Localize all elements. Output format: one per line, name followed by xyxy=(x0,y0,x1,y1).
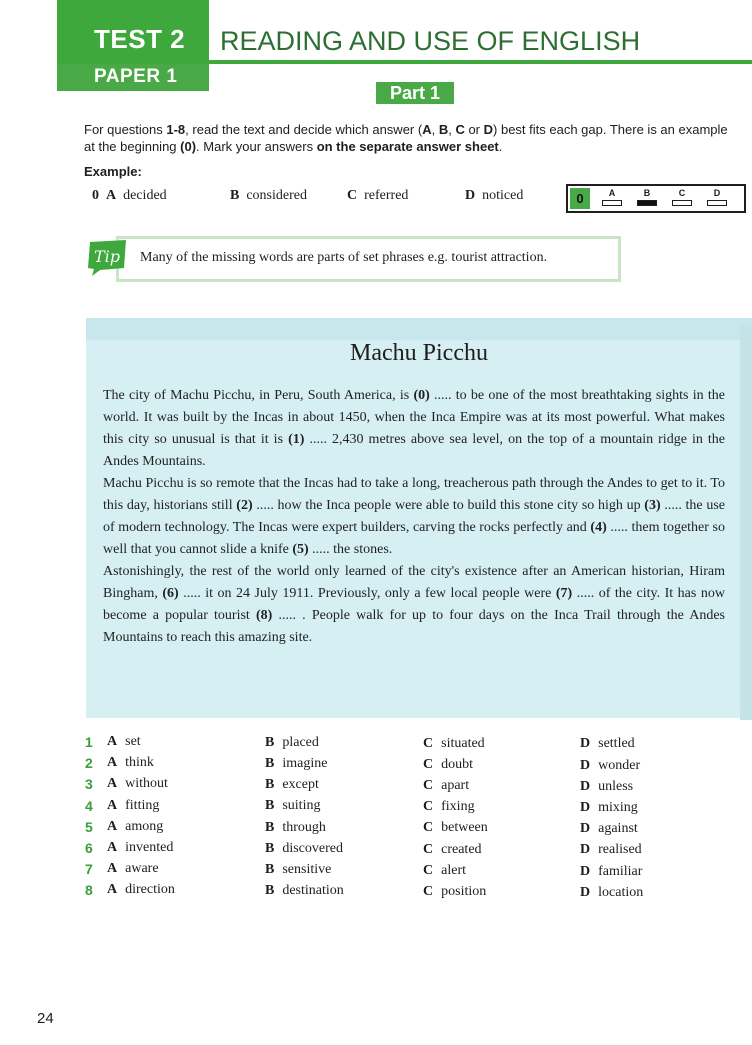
option-word: fitting xyxy=(125,797,160,813)
option-letter: C xyxy=(423,841,434,857)
option-word: direction xyxy=(125,882,175,898)
answer-cell-a: A xyxy=(596,188,628,210)
test-label: TEST 2 xyxy=(94,24,186,54)
option-c xyxy=(423,736,485,752)
passage-paragraph-2 xyxy=(103,473,725,561)
option-letter: B xyxy=(265,798,275,814)
option-c xyxy=(423,863,466,879)
option-word: alert xyxy=(441,862,466,878)
passage-text-segment: Astonishingly, the rest of the world only learned of the city's existence after an American historian, Hiram Bingham, xyxy=(103,564,725,601)
option-letter: C xyxy=(423,799,434,815)
option-word: between xyxy=(441,820,488,836)
option-b xyxy=(265,735,319,751)
option-word: through xyxy=(282,819,326,835)
option-b xyxy=(265,841,343,857)
answer-mark-b-selected xyxy=(637,200,657,206)
option-d xyxy=(580,758,640,774)
gap-number: (5) xyxy=(292,542,309,557)
option-d xyxy=(580,885,643,901)
option-word: invented xyxy=(125,840,174,855)
option-word: familiar xyxy=(598,863,643,879)
option-word: doubt xyxy=(441,756,474,772)
option-word: suiting xyxy=(282,798,321,814)
passage-text-segment: ..... how the Inca people were able to build this stone city so high up xyxy=(252,498,645,513)
option-letter: B xyxy=(265,777,275,793)
option-word: position xyxy=(441,884,487,899)
option-letter: A xyxy=(107,840,118,855)
option-c xyxy=(423,884,486,900)
option-c xyxy=(423,799,475,815)
option-b xyxy=(265,820,326,836)
answer-cell-c: C xyxy=(666,188,698,210)
passage-text-segment: ..... the use of modern technology. The Incas were expert builders, carving the rocks perfectly and xyxy=(103,498,725,535)
example-option-b: B considered xyxy=(230,188,307,203)
option-letter: B xyxy=(265,840,275,856)
gap-number: (3) xyxy=(644,498,661,513)
reading-panel-edge xyxy=(740,325,752,720)
option-b xyxy=(265,756,327,772)
option-letter: D xyxy=(580,863,591,879)
option-d xyxy=(580,800,638,816)
gap-number: (8) xyxy=(256,608,273,623)
option-letter: B xyxy=(265,862,275,877)
passage-text-segment: The city of Machu Picchu, in Peru, South America, is xyxy=(103,388,414,403)
option-letter: D xyxy=(580,842,591,858)
tip-badge-icon xyxy=(86,238,128,276)
option-word: set xyxy=(125,734,141,749)
option-letter: B xyxy=(265,734,275,750)
passage-text-segment: ..... the stones. xyxy=(308,542,393,557)
gap-number: (4) xyxy=(590,520,607,535)
option-a xyxy=(107,840,173,856)
option-letter: D xyxy=(580,778,591,794)
option-letter: A xyxy=(107,882,118,898)
example-option-d: D noticed xyxy=(465,188,524,203)
passage-text-segment: ..... 2,430 metres above sea level, on the top of a mountain ridge in the Andes Mountains. xyxy=(103,432,725,469)
option-c xyxy=(423,757,473,773)
page-number: 24 xyxy=(37,1010,54,1027)
tip-badge-label: Tip xyxy=(93,247,121,266)
example-label: Example: xyxy=(84,164,142,179)
option-a xyxy=(107,798,159,814)
option-a xyxy=(107,861,159,877)
option-word: among xyxy=(125,818,164,834)
answer-cell-d: D xyxy=(701,188,733,210)
option-a xyxy=(107,776,168,792)
option-word: mixing xyxy=(598,800,638,815)
option-word: fixing xyxy=(441,799,475,815)
option-word: think xyxy=(125,755,154,771)
answer-mark-a xyxy=(602,200,622,206)
paper-label: PAPER 1 xyxy=(94,66,178,87)
option-letter: D xyxy=(580,821,591,837)
answer-cell-b: B xyxy=(631,188,663,210)
option-word: against xyxy=(598,821,638,837)
option-letter: C xyxy=(423,862,434,878)
option-d xyxy=(580,779,633,795)
option-b xyxy=(265,883,344,899)
option-word: sensitive xyxy=(282,862,332,877)
passage-text-segment: Machu Picchu is so remote that the Incas had to take a long, treacherous path through the Andes to get to it. To this day, historians still xyxy=(103,476,725,513)
option-d xyxy=(580,842,642,858)
option-word: realised xyxy=(598,842,642,858)
passage-text-segment: ..... them together so well that you cannot slide a knife xyxy=(103,520,725,557)
answer-grid-number: 0 xyxy=(570,188,590,209)
option-word: discovered xyxy=(282,840,343,856)
option-d xyxy=(580,736,635,752)
option-word: destination xyxy=(282,883,344,899)
tip-text: Many of the missing words are parts of set phrases e.g. tourist attraction. xyxy=(140,250,548,265)
gap-number: (1) xyxy=(288,432,305,447)
example-answer-grid xyxy=(566,184,746,213)
passage-text xyxy=(103,385,725,649)
passage-text-segment: ..... of the city. It has now become a popular tourist xyxy=(103,586,725,623)
part-label: Part 1 xyxy=(376,82,454,104)
option-a xyxy=(107,819,163,835)
option-word: wonder xyxy=(598,757,641,773)
option-letter: C xyxy=(423,820,434,836)
section-title: READING AND USE OF ENGLISH xyxy=(220,26,641,56)
option-b xyxy=(265,798,320,814)
gap-number: (2) xyxy=(236,498,253,513)
option-word: unless xyxy=(598,778,634,794)
gap-number: (0) xyxy=(413,388,430,403)
passage-title: Machu Picchu xyxy=(350,340,488,366)
example-option-a: 0 A decided xyxy=(92,188,167,203)
option-word: without xyxy=(125,776,168,792)
option-letter: A xyxy=(107,861,118,877)
question-number: 1 xyxy=(85,734,93,750)
question-number: 3 xyxy=(85,776,93,793)
option-a xyxy=(107,734,141,750)
option-word: settled xyxy=(598,736,635,752)
option-letter: B xyxy=(265,883,275,899)
option-letter: C xyxy=(423,756,434,772)
option-letter: C xyxy=(423,884,434,899)
option-word: except xyxy=(282,777,319,793)
option-letter: A xyxy=(107,755,118,771)
passage-text-segment: ..... . People walk for up to four days on the Inca Trail through the Andes Mountains to reach this amazing site. xyxy=(103,608,725,645)
option-letter: C xyxy=(423,735,434,751)
gap-number: (6) xyxy=(162,586,179,601)
option-letter: D xyxy=(580,757,591,773)
question-number: 8 xyxy=(85,882,93,899)
question-number: 6 xyxy=(85,840,93,856)
option-d xyxy=(580,864,642,880)
option-word: placed xyxy=(282,734,319,750)
option-c xyxy=(423,820,488,836)
option-letter: D xyxy=(580,736,591,752)
passage-text-segment: ..... it on 24 July 1911. Previously, only a few local people were xyxy=(178,586,556,601)
option-a xyxy=(107,882,175,898)
answer-mark-d xyxy=(707,200,727,206)
option-letter: A xyxy=(107,776,118,792)
question-number: 4 xyxy=(85,797,93,814)
option-c xyxy=(423,778,469,794)
option-b xyxy=(265,777,319,793)
question-number: 5 xyxy=(85,818,93,835)
option-letter: B xyxy=(265,756,275,771)
answer-mark-c xyxy=(672,200,692,206)
option-letter: C xyxy=(423,778,434,793)
passage-text-segment: ..... to be one of the most breathtaking sights in the world. It was built by the Incas in about 1450, when the Inca Empire was at its most powerful. What makes this city so unusual is that it is xyxy=(103,388,726,447)
option-word: aware xyxy=(125,861,159,877)
option-word: created xyxy=(441,841,482,857)
example-option-c: C referred xyxy=(347,188,409,203)
instructions: For questions 1-8, read the text and decide which answer (A, B, C or D) best fits each gap. There is an example at the beginning (0). Mark your answers on the separate answer sheet. xyxy=(84,122,728,154)
option-b xyxy=(265,862,331,878)
option-word: apart xyxy=(441,778,470,793)
question-number: 7 xyxy=(85,861,93,878)
question-number: 2 xyxy=(85,755,93,772)
option-letter: B xyxy=(265,819,275,835)
option-a xyxy=(107,755,154,771)
option-word: imagine xyxy=(282,756,328,771)
option-word: location xyxy=(598,884,644,900)
option-letter: D xyxy=(580,800,591,815)
passage-paragraph-1 xyxy=(103,385,725,473)
option-letter: A xyxy=(107,734,118,749)
option-letter: A xyxy=(107,818,118,834)
option-d xyxy=(580,821,638,837)
option-letter: D xyxy=(580,884,591,900)
passage-paragraph-3 xyxy=(103,561,725,649)
gap-number: (7) xyxy=(555,586,573,601)
option-letter: A xyxy=(107,797,118,813)
option-c xyxy=(423,842,482,858)
option-word: situated xyxy=(441,735,485,751)
